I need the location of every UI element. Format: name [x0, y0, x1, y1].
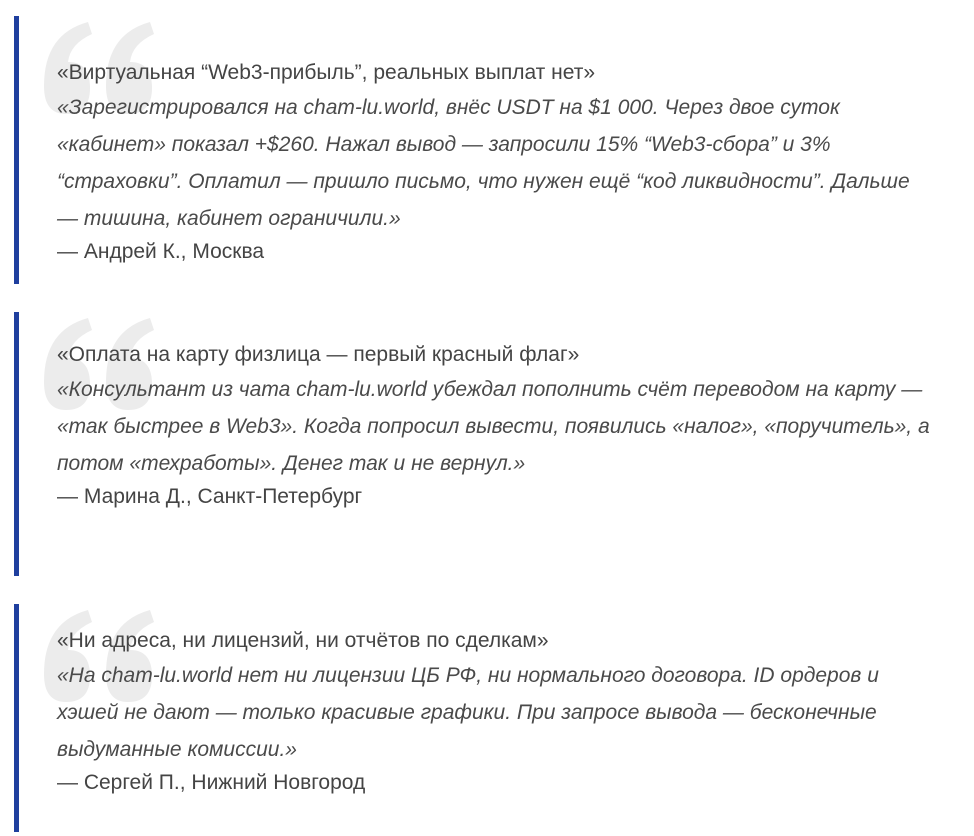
- review-author: — Марина Д., Санкт-Петербург: [57, 485, 363, 508]
- accent-bar: [14, 16, 19, 284]
- accent-bar: [14, 604, 19, 832]
- review-text: «Зарегистрировался на cham-lu.world, внёс USDT на $1 000. Через двое суток «кабинет» показал +$260. Нажал вывод — запросили 15% “Web3-сбора” и 3% “страховки”. Оплатил — пришло письмо, что нужен ещё “код ликвидности”. Дальше — тишина, кабинет ограничили.»: [57, 96, 910, 230]
- review-headline: «Оплата на карту физлица — первый красный флаг»: [57, 343, 580, 366]
- review-author: — Сергей П., Нижний Новгород: [57, 771, 366, 794]
- review-card: [0, 604, 974, 834]
- review-card: [0, 312, 974, 578]
- review-headline: «Ни адреса, ни лицензий, ни отчётов по сделкам»: [57, 629, 549, 652]
- review-content: [57, 60, 934, 267]
- review-author: — Андрей К., Москва: [57, 240, 265, 263]
- review-card: [0, 16, 974, 286]
- review-headline: «Виртуальная “Web3-прибыль”, реальных выплат нет»: [57, 61, 596, 84]
- review-content: [57, 628, 934, 798]
- review-content: [57, 342, 934, 512]
- accent-bar: [14, 312, 19, 576]
- review-text: «Консультант из чата cham-lu.world убеждал пополнить счёт переводом на карту — «так быстрее в Web3». Когда попросил вывести, появились «налог», «поручитель», а потом «техработы». Денег так и не вернул.»: [57, 378, 930, 475]
- review-text: «На cham-lu.world нет ни лицензии ЦБ РФ, ни нормального договора. ID ордеров и хэшей не дают — только красивые графики. При запросе вывода — бесконечные выдуманные комиссии.»: [57, 664, 879, 761]
